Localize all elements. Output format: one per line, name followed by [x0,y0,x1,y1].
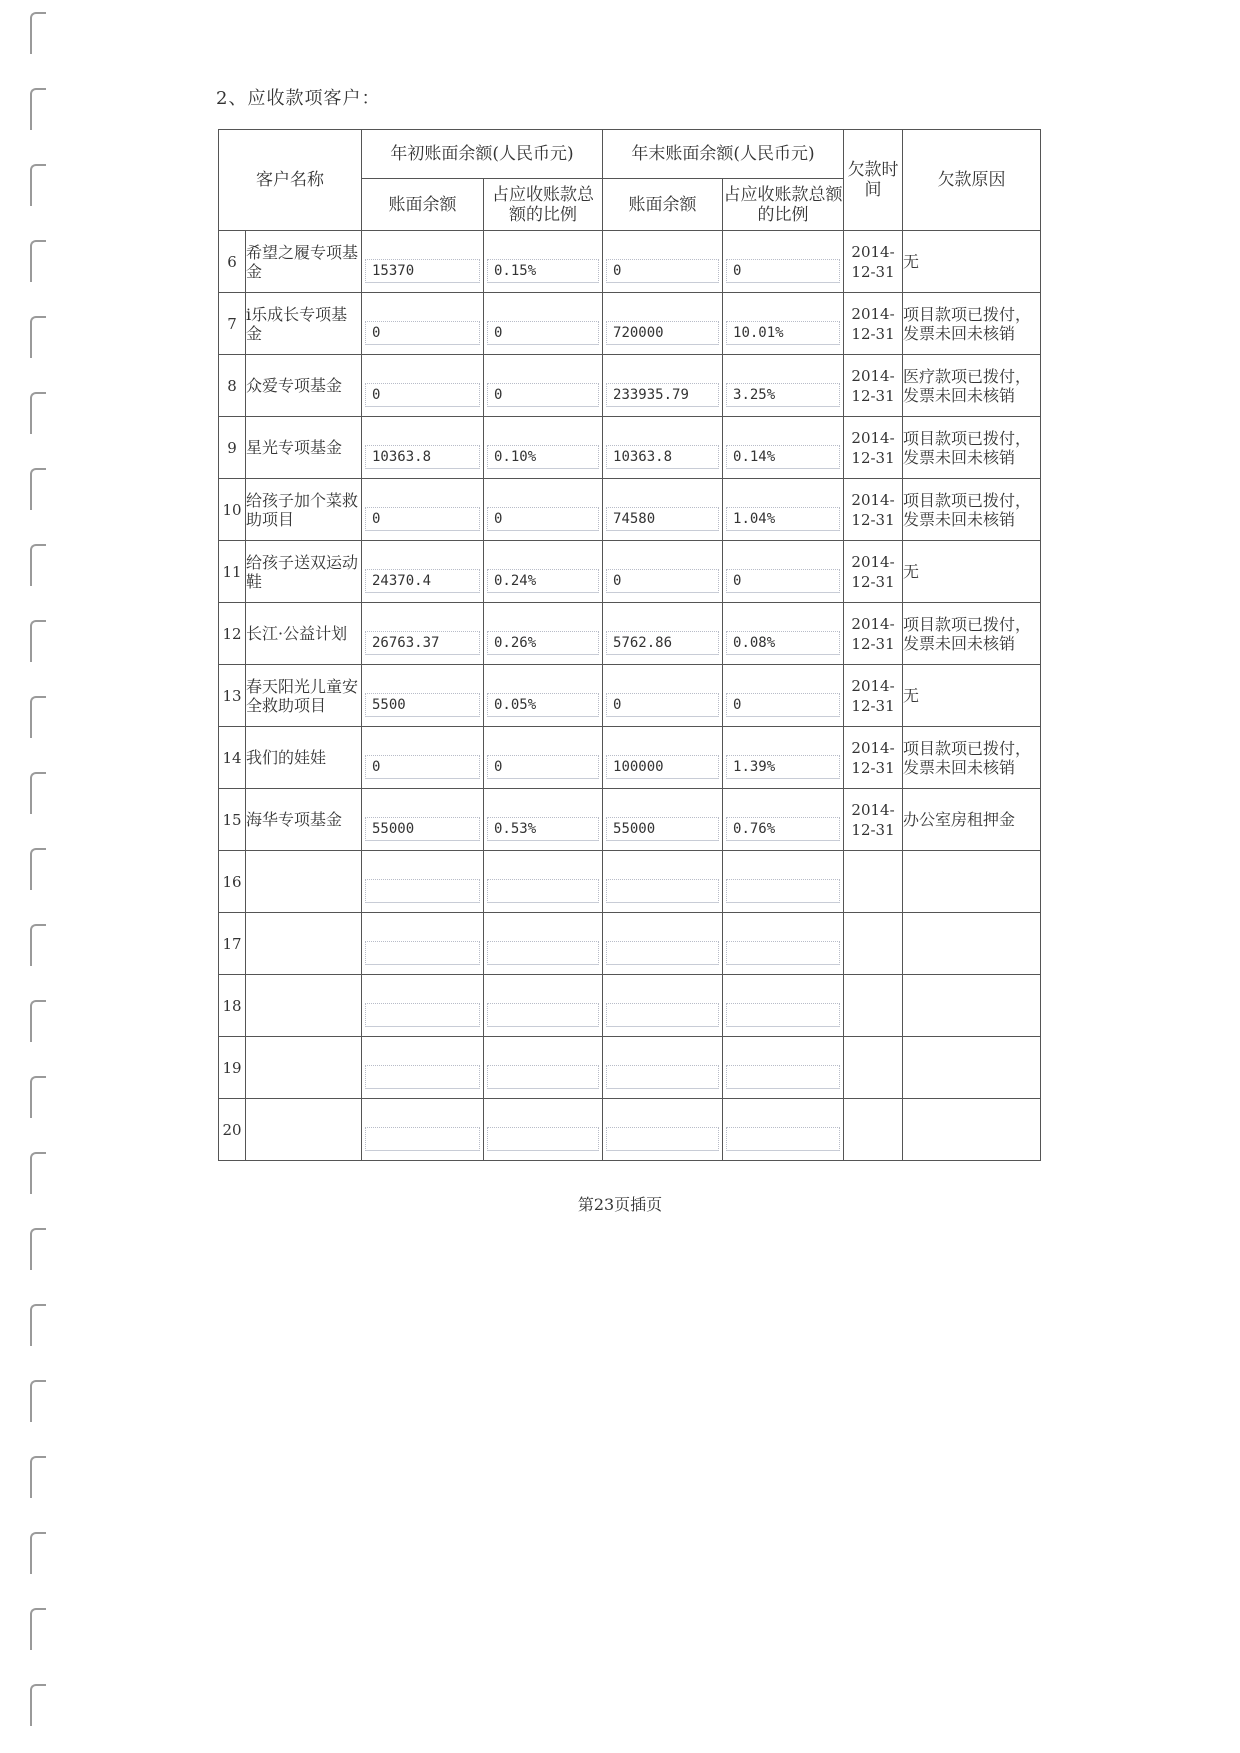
customer-name: 众爱专项基金 [246,355,362,417]
binding-hole-mark [30,468,46,510]
opening-ratio: 0.26% [487,631,599,655]
overdue-date: 2014-12-31 [844,789,903,851]
binding-hole-mark [30,12,46,54]
table-row [219,665,1041,727]
closing-balance: 55000 [606,817,719,841]
row-index: 12 [219,603,246,665]
overdue-reason: 项目款项已拨付，发票未回未核销 [903,727,1041,789]
opening-ratio-cell [484,975,603,1037]
customer-name [246,975,362,1037]
opening-ratio: 0 [487,755,599,779]
opening-ratio-cell [484,727,603,789]
binding-hole-mark [30,1532,46,1574]
closing-balance: 0 [606,259,719,283]
opening-ratio-cell [484,851,603,913]
overdue-reason: 项目款项已拨付，发票未回未核销 [903,417,1041,479]
row-index: 9 [219,417,246,479]
opening-balance-cell [362,417,484,479]
opening-ratio-cell [484,541,603,603]
opening-ratio [487,1065,599,1089]
opening-balance-cell [362,603,484,665]
opening-balance [365,1127,480,1151]
opening-balance-cell [362,851,484,913]
closing-balance [606,1003,719,1027]
closing-balance: 74580 [606,507,719,531]
binding-hole-mark [30,1304,46,1346]
row-index: 8 [219,355,246,417]
table-row [219,293,1041,355]
closing-balance [606,1127,719,1151]
binding-hole-mark [30,1684,46,1726]
opening-balance [365,1065,480,1089]
overdue-date: 2014-12-31 [844,603,903,665]
overdue-date [844,1037,903,1099]
header-opening-ratio: 占应收账款总额的比例 [484,179,603,231]
binding-hole-mark [30,1456,46,1498]
overdue-date: 2014-12-31 [844,231,903,293]
closing-balance [606,941,719,965]
closing-ratio: 1.39% [726,755,840,779]
closing-balance-cell [603,1037,723,1099]
opening-balance [365,879,480,903]
overdue-date [844,1099,903,1161]
opening-balance-cell [362,541,484,603]
closing-ratio [726,1065,840,1089]
overdue-reason [903,913,1041,975]
overdue-reason [903,851,1041,913]
opening-balance-cell [362,727,484,789]
binding-hole-mark [30,848,46,890]
opening-ratio: 0 [487,383,599,407]
opening-ratio: 0.15% [487,259,599,283]
binding-hole-mark [30,164,46,206]
opening-balance: 26763.37 [365,631,480,655]
customer-name [246,1037,362,1099]
customer-name: i乐成长专项基金 [246,293,362,355]
binding-hole-mark [30,1076,46,1118]
overdue-reason: 无 [903,231,1041,293]
opening-ratio-cell [484,231,603,293]
opening-ratio-cell [484,665,603,727]
header-opening-balance-group: 年初账面余额(人民币元) [362,130,603,179]
overdue-reason [903,1099,1041,1161]
opening-balance: 0 [365,321,480,345]
customer-name: 星光专项基金 [246,417,362,479]
overdue-date: 2014-12-31 [844,727,903,789]
closing-balance [606,1065,719,1089]
overdue-reason [903,975,1041,1037]
opening-balance-cell [362,1037,484,1099]
table-row [219,851,1041,913]
closing-balance-cell [603,851,723,913]
binding-hole-mark [30,772,46,814]
opening-balance: 24370.4 [365,569,480,593]
table-row [219,975,1041,1037]
overdue-reason: 项目款项已拨付，发票未回未核销 [903,479,1041,541]
closing-balance: 0 [606,569,719,593]
closing-ratio: 0.08% [726,631,840,655]
closing-balance [606,879,719,903]
customer-name [246,1099,362,1161]
binding-hole-mark [30,1608,46,1650]
closing-balance: 100000 [606,755,719,779]
opening-ratio-cell [484,355,603,417]
opening-balance [365,1003,480,1027]
opening-balance: 0 [365,755,480,779]
closing-ratio: 0.14% [726,445,840,469]
table-row [219,727,1041,789]
overdue-date: 2014-12-31 [844,541,903,603]
closing-ratio [726,1003,840,1027]
customer-name: 我们的娃娃 [246,727,362,789]
table-row [219,355,1041,417]
header-opening-book-balance: 账面余额 [362,179,484,231]
overdue-date: 2014-12-31 [844,293,903,355]
closing-balance: 720000 [606,321,719,345]
closing-ratio-cell [723,975,844,1037]
overdue-date: 2014-12-31 [844,355,903,417]
opening-balance-cell [362,231,484,293]
closing-ratio-cell [723,1037,844,1099]
closing-ratio: 0 [726,693,840,717]
closing-balance-cell [603,479,723,541]
opening-balance: 10363.8 [365,445,480,469]
closing-ratio-cell [723,1099,844,1161]
closing-ratio-cell [723,665,844,727]
binding-hole-mark [30,924,46,966]
table-row [219,1099,1041,1161]
closing-balance-cell [603,603,723,665]
closing-balance-cell [603,355,723,417]
row-index: 19 [219,1037,246,1099]
overdue-reason: 办公室房租押金 [903,789,1041,851]
header-customer-name: 客户名称 [219,130,362,231]
closing-ratio: 0.76% [726,817,840,841]
opening-ratio-cell [484,417,603,479]
row-index: 14 [219,727,246,789]
closing-ratio-cell [723,417,844,479]
row-index: 7 [219,293,246,355]
closing-balance-cell [603,665,723,727]
opening-balance-cell [362,293,484,355]
opening-balance-cell [362,479,484,541]
binding-hole-mark [30,240,46,282]
header-closing-balance-group: 年末账面余额(人民币元) [603,130,844,179]
closing-ratio-cell [723,727,844,789]
table-row [219,541,1041,603]
opening-balance-cell [362,665,484,727]
table-row [219,231,1041,293]
opening-ratio: 0.53% [487,817,599,841]
customer-name [246,851,362,913]
closing-balance-cell [603,541,723,603]
overdue-date [844,851,903,913]
closing-ratio [726,879,840,903]
closing-ratio: 10.01% [726,321,840,345]
row-index: 20 [219,1099,246,1161]
overdue-reason: 医疗款项已拨付，发票未回未核销 [903,355,1041,417]
opening-balance-cell [362,913,484,975]
binding-hole-mark [30,544,46,586]
closing-balance: 233935.79 [606,383,719,407]
opening-ratio: 0.10% [487,445,599,469]
overdue-date: 2014-12-31 [844,665,903,727]
overdue-reason: 项目款项已拨付，发票未回未核销 [903,293,1041,355]
closing-ratio [726,1127,840,1151]
header-closing-book-balance: 账面余额 [603,179,723,231]
customer-name [246,913,362,975]
closing-ratio-cell [723,603,844,665]
opening-ratio-cell [484,913,603,975]
overdue-date [844,913,903,975]
opening-ratio [487,1127,599,1151]
closing-balance-cell [603,293,723,355]
opening-ratio [487,941,599,965]
binding-hole-mark [30,620,46,662]
opening-balance-cell [362,355,484,417]
section-title: 2、应收款项客户： [216,88,381,109]
opening-balance: 15370 [365,259,480,283]
row-index: 15 [219,789,246,851]
binding-marks [0,0,60,1753]
table-row [219,603,1041,665]
closing-ratio: 0 [726,569,840,593]
binding-hole-mark [30,88,46,130]
overdue-reason [903,1037,1041,1099]
opening-ratio-cell [484,479,603,541]
header-closing-ratio: 占应收账款总额的比例 [723,179,844,231]
row-index: 13 [219,665,246,727]
closing-ratio: 3.25% [726,383,840,407]
overdue-reason: 无 [903,541,1041,603]
customer-name: 春天阳光儿童安全救助项目 [246,665,362,727]
closing-balance-cell [603,1099,723,1161]
customer-name: 给孩子加个菜救助项目 [246,479,362,541]
receivables-table [218,129,1041,1161]
closing-ratio-cell [723,479,844,541]
opening-balance: 55000 [365,817,480,841]
closing-balance: 5762.86 [606,631,719,655]
row-index: 6 [219,231,246,293]
page-footer: 第23页插页 [577,1195,663,1214]
opening-ratio: 0 [487,507,599,531]
overdue-date [844,975,903,1037]
opening-ratio [487,1003,599,1027]
overdue-date: 2014-12-31 [844,479,903,541]
opening-ratio: 0 [487,321,599,345]
opening-balance: 0 [365,383,480,407]
table-body [219,231,1041,1161]
customer-name: 希望之履专项基金 [246,231,362,293]
closing-balance: 10363.8 [606,445,719,469]
binding-hole-mark [30,316,46,358]
closing-ratio: 0 [726,259,840,283]
header-overdue-time: 欠款时间 [844,130,903,231]
overdue-reason: 无 [903,665,1041,727]
overdue-reason: 项目款项已拨付，发票未回未核销 [903,603,1041,665]
row-index: 17 [219,913,246,975]
closing-ratio-cell [723,851,844,913]
opening-ratio: 0.24% [487,569,599,593]
binding-hole-mark [30,1000,46,1042]
table-row [219,1037,1041,1099]
closing-balance-cell [603,913,723,975]
opening-balance: 0 [365,507,480,531]
binding-hole-mark [30,1380,46,1422]
opening-ratio [487,879,599,903]
closing-balance: 0 [606,693,719,717]
opening-ratio-cell [484,293,603,355]
opening-ratio-cell [484,603,603,665]
opening-ratio-cell [484,1037,603,1099]
opening-balance-cell [362,975,484,1037]
closing-ratio-cell [723,541,844,603]
overdue-date: 2014-12-31 [844,417,903,479]
closing-balance-cell [603,789,723,851]
table-row [219,479,1041,541]
closing-balance-cell [603,727,723,789]
opening-ratio-cell [484,789,603,851]
table-row [219,913,1041,975]
binding-hole-mark [30,1228,46,1270]
closing-ratio [726,941,840,965]
binding-hole-mark [30,392,46,434]
opening-ratio: 0.05% [487,693,599,717]
closing-ratio-cell [723,913,844,975]
opening-balance: 5500 [365,693,480,717]
row-index: 16 [219,851,246,913]
row-index: 11 [219,541,246,603]
binding-hole-mark [30,696,46,738]
closing-balance-cell [603,231,723,293]
closing-balance-cell [603,975,723,1037]
closing-ratio-cell [723,789,844,851]
closing-ratio-cell [723,355,844,417]
opening-balance-cell [362,1099,484,1161]
customer-name: 海华专项基金 [246,789,362,851]
closing-balance-cell [603,417,723,479]
opening-balance [365,941,480,965]
closing-ratio-cell [723,293,844,355]
header-overdue-reason: 欠款原因 [903,130,1041,231]
customer-name: 给孩子送双运动鞋 [246,541,362,603]
closing-ratio-cell [723,231,844,293]
table-row [219,417,1041,479]
customer-name: 长江·公益计划 [246,603,362,665]
row-index: 10 [219,479,246,541]
binding-hole-mark [30,1152,46,1194]
closing-ratio: 1.04% [726,507,840,531]
opening-ratio-cell [484,1099,603,1161]
opening-balance-cell [362,789,484,851]
row-index: 18 [219,975,246,1037]
table-row [219,789,1041,851]
